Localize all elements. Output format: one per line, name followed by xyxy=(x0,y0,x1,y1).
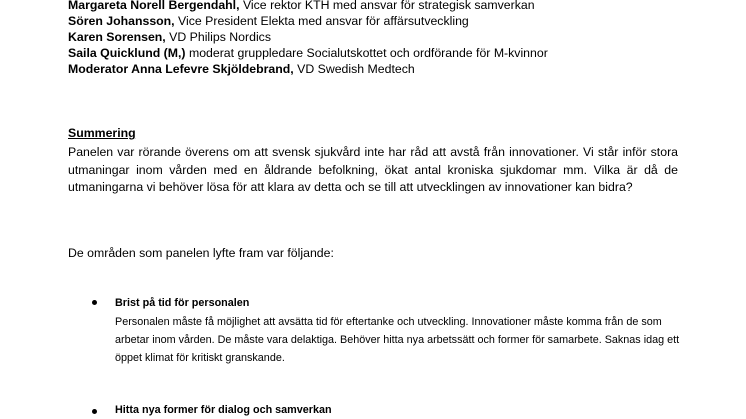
participant-role: moderat gruppledare Socialutskottet och ordförande för M-kvinnor xyxy=(185,46,548,60)
area-heading: Hitta nya former för dialog och samverkan xyxy=(115,404,332,416)
participant-role: VD Philips Nordics xyxy=(165,30,271,44)
areas-intro: De områden som panelen lyfte fram var följande: xyxy=(68,246,334,260)
area-body: Personalen måste få möjlighet att avsätta tid för eftertanke och utveckling. Innovationer måste komma från de som arbetar inom vården. De måste vara delaktiga. Behöver hitta nya arbetssätt och former för samarbete. Saknas idag ett öppet klimat för kritiskt granskande. xyxy=(115,316,680,364)
panel-participants-list xyxy=(68,0,708,77)
bullet-icon xyxy=(92,300,97,305)
summary-paragraph: Panelen var rörande överens om att svensk sjukvård inte har råd att avstå från innovationer. Vi står inför stora utmaningar inom vården med en åldrande befolkning, ökat antal kroniska sjukdomar mm. Vilka är då de utmaningarna vi behöver lösa för att klara av detta och se till att utvecklingen av innovationer kan bidra? xyxy=(68,145,678,195)
participant-name: Margareta Norell Bergendahl, xyxy=(68,0,240,12)
participant-name: Karen Sorensen, xyxy=(68,30,166,44)
panel-moderator xyxy=(68,61,708,77)
panel-participant xyxy=(68,45,708,61)
summary-heading: Summering xyxy=(68,126,136,140)
participant-role: Vice rektor KTH med ansvar för strategisk samverkan xyxy=(239,0,535,12)
panel-participant xyxy=(68,13,708,29)
area-heading: Brist på tid för personalen xyxy=(115,297,250,309)
participant-name: Sören Johansson, xyxy=(68,14,175,28)
panel-participant xyxy=(68,0,708,13)
panel-participant xyxy=(68,29,708,45)
moderator-role: VD Swedish Medtech xyxy=(293,62,415,76)
bullet-icon xyxy=(92,409,97,414)
moderator-name: Moderator Anna Lefevre Skjöldebrand, xyxy=(68,62,294,76)
participant-name: Saila Quicklund (M,) xyxy=(68,46,186,60)
participant-role: Vice President Elekta med ansvar för affärsutveckling xyxy=(174,14,469,28)
